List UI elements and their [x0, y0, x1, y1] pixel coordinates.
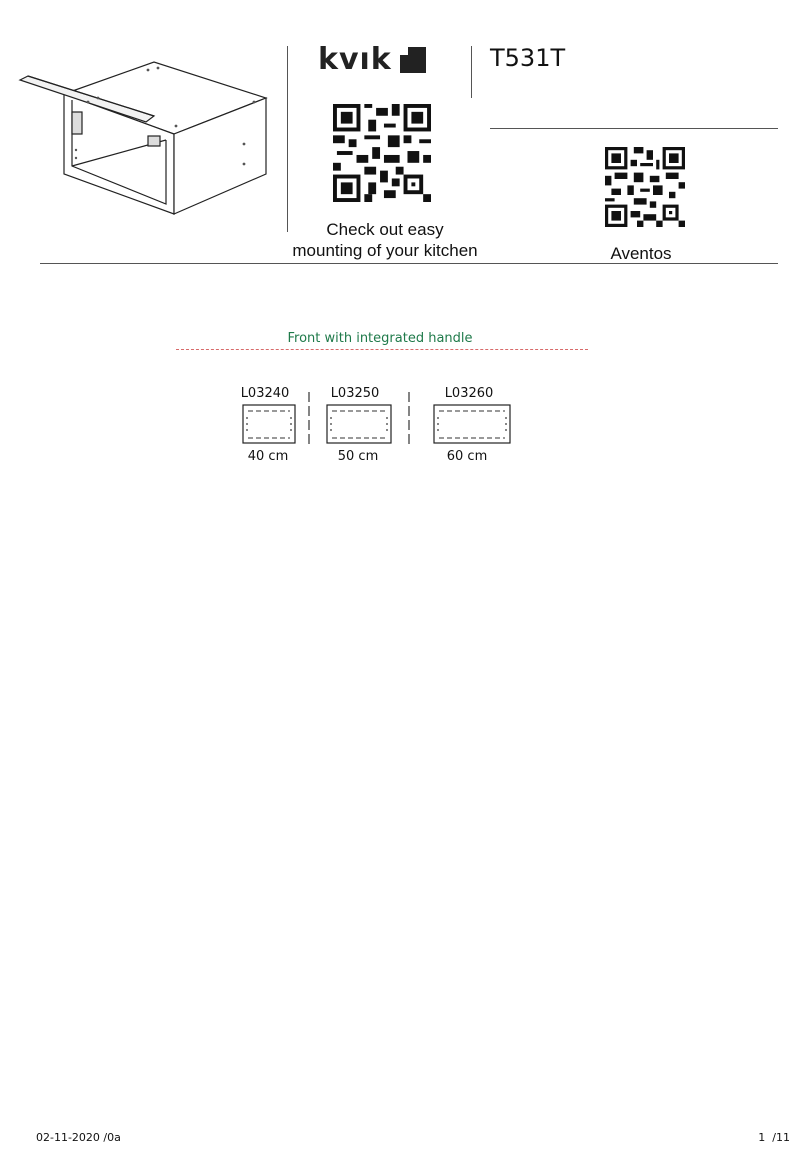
cabinet-illustration [14, 54, 276, 226]
footer-page-number: 1 /11 [758, 1131, 790, 1144]
part-code: L03240 [240, 386, 290, 401]
mounting-caption [287, 219, 483, 261]
front-panel-icon [433, 404, 511, 444]
header-separator-left [287, 46, 288, 232]
kvik-logo [318, 42, 438, 78]
part-code: L03250 [330, 386, 380, 401]
mounting-caption-line2: mounting of your kitchen [292, 241, 478, 260]
header-divider [40, 263, 778, 264]
header-separator-right [471, 46, 472, 98]
part-code: L03260 [444, 386, 494, 401]
front-panel-icon [326, 404, 392, 444]
part-size: 60 cm [446, 449, 488, 464]
mounting-caption-line1: Check out easy [326, 220, 444, 239]
model-code: T531T [490, 44, 566, 72]
kvik-logo-icon [400, 47, 426, 73]
aventos-caption: Aventos [610, 244, 672, 263]
footer-date-revision: 02-11-2020 /0a [36, 1131, 121, 1144]
part-size: 50 cm [337, 449, 379, 464]
header-divider-right [490, 128, 778, 129]
qr-code-icon[interactable] [605, 147, 685, 227]
qr-code-icon[interactable] [333, 104, 431, 202]
front-panel-icon [242, 404, 296, 444]
section-dash-line [176, 349, 588, 350]
brand-wordmark: kvık [318, 42, 392, 77]
part-separator [306, 392, 312, 446]
part-size: 40 cm [247, 449, 289, 464]
part-separator [406, 392, 412, 446]
section-title: Front with integrated handle [287, 331, 473, 346]
